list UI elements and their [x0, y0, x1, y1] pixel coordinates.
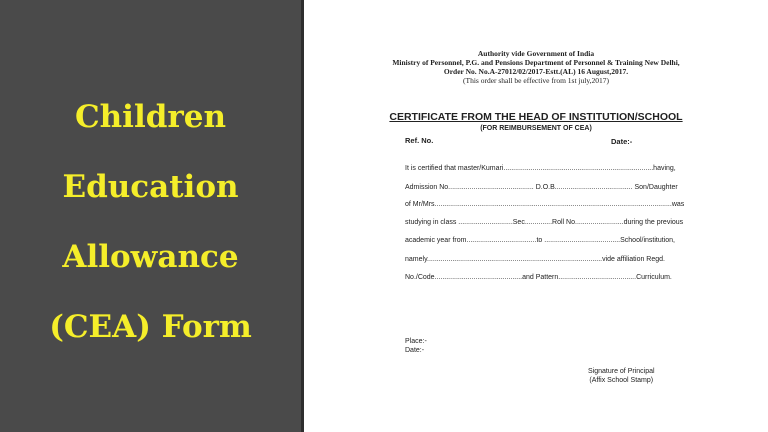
- banner-title-line: Allowance: [62, 239, 239, 275]
- banner-title: [0, 82, 301, 362]
- certificate-body-line: namely..........................................................................................vide affiliation Regd.: [405, 256, 665, 263]
- signature-block: [588, 367, 655, 385]
- banner-title-line: Education: [62, 169, 239, 205]
- date-label: Date:-: [611, 137, 633, 146]
- place-label: Place:-: [405, 338, 427, 345]
- authority-line: Order No. No.A-27012/02/2017-Estt.(AL) 16 August,2017.: [443, 67, 629, 76]
- certificate-document: [304, 0, 768, 432]
- signature-label: Signature of Principal: [588, 368, 655, 375]
- certificate-body-line: studying in class ............................Sec..............Roll No.........................during the previous: [405, 219, 684, 226]
- certificate-body-line: Admission No............................................ D.O.B........................................ Son/Daughter: [405, 184, 678, 191]
- certificate-title: CERTIFICATE FROM THE HEAD OF INSTITUTION/SCHOOL: [389, 111, 683, 123]
- authority-line: Ministry of Personnel, P.G. and Pensions Department of Personnel & Training New Delhi,: [392, 58, 680, 67]
- banner-title-line: Children: [74, 99, 227, 135]
- certificate-body-line: It is certified that master/Kumari.............................................................................having,: [405, 165, 676, 172]
- certificate-body-line: No./Code.............................................and Pattern........................................Curriculum.: [405, 274, 672, 281]
- banner-title-line: (CEA) Form: [49, 309, 252, 345]
- date-bottom-label: Date:-: [405, 347, 425, 354]
- certificate-subtitle: (FOR REIMBURSEMENT OF CEA): [480, 125, 592, 132]
- authority-header: [304, 49, 768, 85]
- stamp-label: (Affix School Stamp): [589, 377, 654, 384]
- ref-no-label: Ref. No.: [405, 136, 434, 145]
- certificate-body-line: of Mr/Mrs..........................................................................................................................was: [405, 201, 685, 208]
- authority-note: (This order shall be effective from 1st july,2017): [462, 76, 609, 85]
- certificate-body-line: academic year from....................................to .......................................School/institution,: [405, 237, 675, 244]
- title-banner: [0, 0, 301, 432]
- authority-line: Authority vide Government of India: [477, 49, 595, 58]
